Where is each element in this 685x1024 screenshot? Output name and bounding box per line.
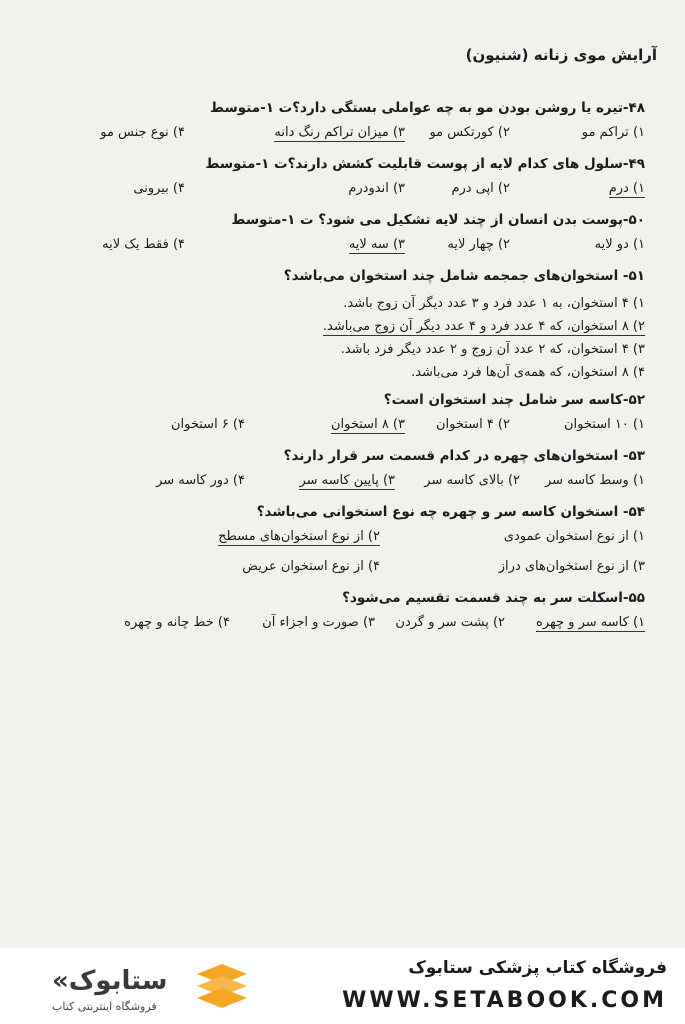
option-4: ۴) ۶ استخوان — [170, 417, 245, 432]
option-2-answer: ۲) از نوع استخوان‌های مسطح — [218, 529, 380, 544]
option-2: ۲) ۴ استخوان — [435, 417, 510, 432]
option-1: ۱) از نوع استخوان عمودی — [503, 529, 645, 544]
option-4: ۴) از نوع استخوان عریض — [242, 559, 380, 574]
option-2-answer: ۲) ۸ استخوان، که ۴ عدد فرد و ۴ عدد دیگر آن زوج می‌باشد. — [322, 319, 645, 334]
option-1: ۱) ۴ استخوان، به ۱ عدد فرد و ۳ عدد دیگر آن زوج باشد. — [343, 296, 645, 311]
option-1-answer: ۱) کاسه سر و چهره — [536, 615, 645, 630]
option-4: ۴) خط چانه و چهره — [124, 615, 230, 630]
book-stack-icon — [192, 964, 252, 1012]
option-2: ۲) بالای کاسه سر — [424, 473, 520, 488]
option-1: ۱) ۱۰ استخوان — [564, 417, 645, 432]
option-1-answer: ۱) درم — [608, 181, 645, 196]
option-4: ۴) بیرونی — [133, 181, 185, 196]
store-logo — [22, 962, 272, 1014]
question-49 — [35, 154, 645, 204]
options-row-2 — [35, 552, 645, 582]
options-row — [35, 118, 645, 148]
question-50 — [35, 210, 645, 260]
option-1: ۱) تراکم مو — [581, 125, 645, 140]
shop-name: فروشگاه کتاب پزشکی ستابوک — [408, 958, 667, 978]
question-53 — [35, 446, 645, 496]
option-3: ۳) ۴ استخوان، که ۲ عدد آن زوج و ۲ عدد دیگر فرد باشد. — [340, 342, 645, 357]
question-text: ۵۱- استخوان‌های جمجمه شامل چند استخوان می‌باشد؟ — [283, 268, 645, 284]
options-row-1 — [35, 522, 645, 552]
option-2: ۲) کورتکس مو — [429, 125, 510, 140]
option-3-answer: ۳) ۸ استخوان — [330, 417, 405, 432]
question-55 — [35, 588, 645, 638]
option-4: ۴) دور کاسه سر — [156, 473, 245, 488]
options-row — [35, 410, 645, 440]
option-4: ۴) ۸ استخوان، که همه‌ی آن‌ها فرد می‌باشد. — [411, 365, 645, 380]
question-text: ۴۸-تیره یا روشن بودن مو به چه عواملی بستگی دارد؟ت ۱-متوسط — [210, 100, 645, 116]
option-2: ۲) پشت سر و گردن — [395, 615, 505, 630]
option-4: ۴) نوع جنس مو — [100, 125, 185, 140]
option-3-answer: ۳) میزان تراکم رنگ دانه — [274, 125, 405, 140]
question-text: ۵۲-کاسه سر شامل چند استخوان است؟ — [383, 392, 645, 408]
option-4: ۴) فقط یک لایه — [102, 237, 185, 252]
logo-text: «ستابوک — [52, 966, 168, 996]
option-2: ۲) چهار لایه — [447, 237, 510, 252]
option-3: ۳) از نوع استخوان‌های دراز — [498, 559, 645, 574]
question-text: ۴۹-سلول های کدام لایه از پوست قابلیت کشش دارند؟ت ۱-متوسط — [205, 156, 645, 172]
options-row — [35, 608, 645, 638]
question-51 — [35, 266, 645, 384]
question-54 — [35, 502, 645, 582]
question-52 — [35, 390, 645, 440]
option-2: ۲) اپی درم — [451, 181, 510, 196]
store-footer — [0, 948, 685, 1024]
option-3-answer: ۳) پایین کاسه سر — [299, 473, 395, 488]
question-text: ۵۳- استخوان‌های چهره در کدام قسمت سر قرار دارند؟ — [283, 448, 645, 464]
question-48 — [35, 98, 645, 148]
options-row — [35, 230, 645, 260]
option-1: ۱) دو لایه — [594, 237, 645, 252]
options-row — [35, 466, 645, 496]
website-url[interactable]: WWW.SETABOOK.COM — [342, 988, 667, 1013]
option-3: ۳) صورت و اجزاء آن — [262, 615, 375, 630]
option-3: ۳) اندودرم — [348, 181, 405, 196]
page-header: آرایش موی زنانه (شنیون) — [465, 46, 657, 64]
option-1: ۱) وسط کاسه سر — [544, 473, 645, 488]
logo-subtitle: فروشگاه اینترنتی کتاب — [52, 1000, 157, 1013]
question-text: ۵۴- استخوان کاسه سر و چهره چه نوع استخوانی می‌باشد؟ — [256, 504, 645, 520]
question-text: ۵۵-اسکلت سر به چند قسمت تقسیم می‌شود؟ — [342, 590, 645, 606]
question-text: ۵۰-پوست بدن انسان از چند لایه تشکیل می شود؟ ت ۱-متوسط — [231, 212, 645, 228]
questions-container — [35, 92, 645, 638]
options-row — [35, 174, 645, 204]
option-3-answer: ۳) سه لایه — [348, 237, 405, 252]
